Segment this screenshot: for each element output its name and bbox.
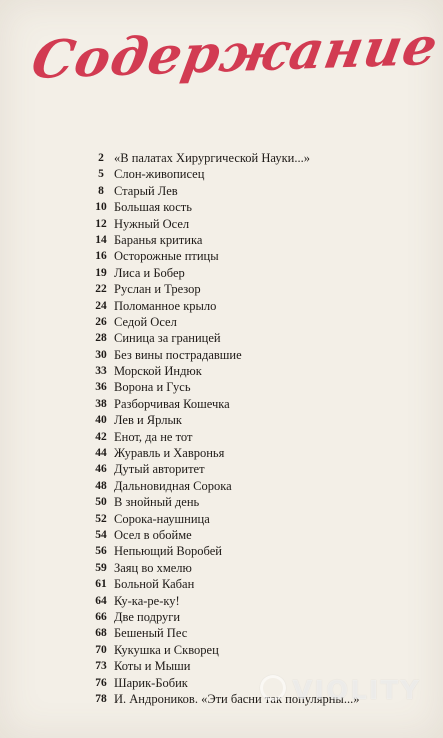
toc-page-number: 68 [95, 627, 107, 640]
toc-page-number: 78 [95, 692, 107, 705]
toc-page-number: 5 [98, 168, 104, 181]
toc-entry [88, 691, 418, 707]
toc-entry-title: Сорока-наушница [114, 511, 210, 526]
toc-entry [88, 576, 418, 592]
toc-entry [88, 248, 418, 264]
toc-entry [88, 314, 418, 330]
toc-entry [88, 281, 418, 297]
toc-page-number: 8 [98, 184, 104, 197]
toc-entry [88, 232, 418, 248]
toc-entry [88, 527, 418, 543]
toc-page-number: 30 [95, 348, 107, 361]
toc-entry-title: Больной Кабан [114, 577, 195, 592]
toc-page-number: 73 [95, 660, 107, 673]
toc-entry-title: Старый Лев [114, 183, 178, 198]
toc-page-number: 28 [95, 332, 107, 345]
toc-page-number: 54 [95, 528, 107, 541]
toc-entry-title: Осторожные птицы [114, 249, 219, 264]
toc-entry-title: Баранья критика [114, 232, 203, 247]
toc-entry [88, 166, 418, 182]
toc-entry [88, 642, 418, 658]
toc-entry [88, 216, 418, 232]
toc-entry [88, 494, 418, 510]
toc-page-number: 70 [95, 643, 107, 656]
toc-entry [88, 609, 418, 625]
toc-page-number: 14 [95, 233, 107, 246]
toc-entry-title: «В палатах Хирургической Науки...» [114, 151, 310, 165]
toc-entry [88, 265, 418, 281]
toc-entry [88, 429, 418, 445]
toc-page-number: 24 [95, 299, 107, 312]
toc-entry [88, 511, 418, 527]
toc-entry-title: Разборчивая Кошечка [114, 396, 230, 411]
toc-entry [88, 658, 418, 674]
toc-entry [88, 150, 418, 166]
toc-entry [88, 675, 418, 691]
toc-page-number: 56 [95, 545, 107, 558]
toc-entry-title: Кукушка и Скворец [114, 642, 219, 657]
toc-page-number: 46 [95, 463, 107, 476]
toc-entry-title: Непьющий Воробей [114, 544, 222, 559]
toc-entry-title: Лев и Ярлык [114, 413, 182, 428]
toc-page-number: 36 [95, 381, 107, 394]
toc-entry [88, 593, 418, 609]
table-of-contents [88, 150, 418, 707]
toc-entry-title: Коты и Мыши [114, 659, 191, 674]
toc-page-number: 59 [95, 561, 107, 574]
toc-entry [88, 461, 418, 477]
toc-page-number: 10 [95, 201, 107, 214]
toc-entry-title: Журавль и Хавронья [114, 446, 225, 461]
toc-page-number: 38 [95, 397, 107, 410]
toc-entry-title: Бешеный Пес [114, 626, 188, 641]
toc-entry [88, 625, 418, 641]
toc-entry-title: Без вины пострадавшие [114, 347, 242, 362]
toc-page-number: 66 [95, 610, 107, 623]
toc-page-number: 2 [98, 152, 104, 164]
toc-entry-title: Осел в обойме [114, 527, 192, 542]
toc-entry [88, 543, 418, 559]
toc-entry-title: Морской Индюк [114, 364, 202, 379]
toc-page-number: 76 [95, 676, 107, 689]
toc-page-number: 61 [95, 578, 107, 591]
toc-entry [88, 445, 418, 461]
toc-entry [88, 183, 418, 199]
toc-entry-title: Две подруги [114, 609, 181, 624]
toc-page-number: 40 [95, 414, 107, 427]
toc-entry-title: Ку-ка-ре-ку! [114, 593, 180, 608]
toc-entry-title: Шарик-Бобик [114, 675, 188, 690]
toc-page-number: 42 [95, 430, 107, 443]
toc-entry [88, 199, 418, 215]
toc-entry-title: Дутый авторитет [114, 462, 205, 477]
toc-entry-title: Седой Осел [114, 314, 177, 329]
toc-entry [88, 363, 418, 379]
toc-entry-title: Заяц во хмелю [114, 560, 192, 575]
toc-page-number: 22 [95, 283, 107, 296]
toc-entry-title: Большая кость [114, 200, 192, 215]
toc-entry-title: Руслан и Трезор [114, 282, 201, 297]
toc-page-number: 52 [95, 512, 107, 525]
toc-entry-title: Ворона и Гусь [114, 380, 191, 395]
toc-page-number: 26 [95, 315, 107, 328]
toc-entry-title: Поломанное крыло [114, 298, 217, 313]
toc-entry-title: Слон-живописец [114, 167, 205, 182]
toc-page-number: 16 [95, 250, 107, 263]
toc-page-number: 50 [95, 496, 107, 509]
toc-page-number: 12 [95, 217, 107, 230]
contents-heading: Содержание [27, 15, 443, 91]
toc-entry-title: В знойный день [114, 495, 200, 510]
toc-entry-title: И. Андроников. «Эти басни так популярны...» [114, 691, 360, 706]
toc-entry [88, 347, 418, 363]
toc-page-number: 33 [95, 365, 107, 378]
toc-entry [88, 478, 418, 494]
watermark-text: VIOLITY [292, 676, 421, 706]
toc-page-number: 48 [95, 479, 107, 492]
toc-page-number: 19 [95, 266, 107, 279]
toc-entry [88, 560, 418, 576]
toc-entry-title: Синица за границей [114, 331, 221, 346]
toc-entry [88, 396, 418, 412]
toc-entry-title: Дальновидная Сорока [114, 478, 232, 493]
toc-page-number: 44 [95, 447, 107, 460]
toc-entry-title: Нужный Осел [114, 216, 190, 231]
toc-entry [88, 412, 418, 428]
toc-page-number: 64 [95, 594, 107, 607]
toc-entry-title: Енот, да не тот [114, 429, 193, 444]
toc-entry [88, 298, 418, 314]
toc-entry [88, 330, 418, 346]
toc-entry [88, 379, 418, 395]
toc-entry-title: Лиса и Бобер [114, 265, 185, 280]
